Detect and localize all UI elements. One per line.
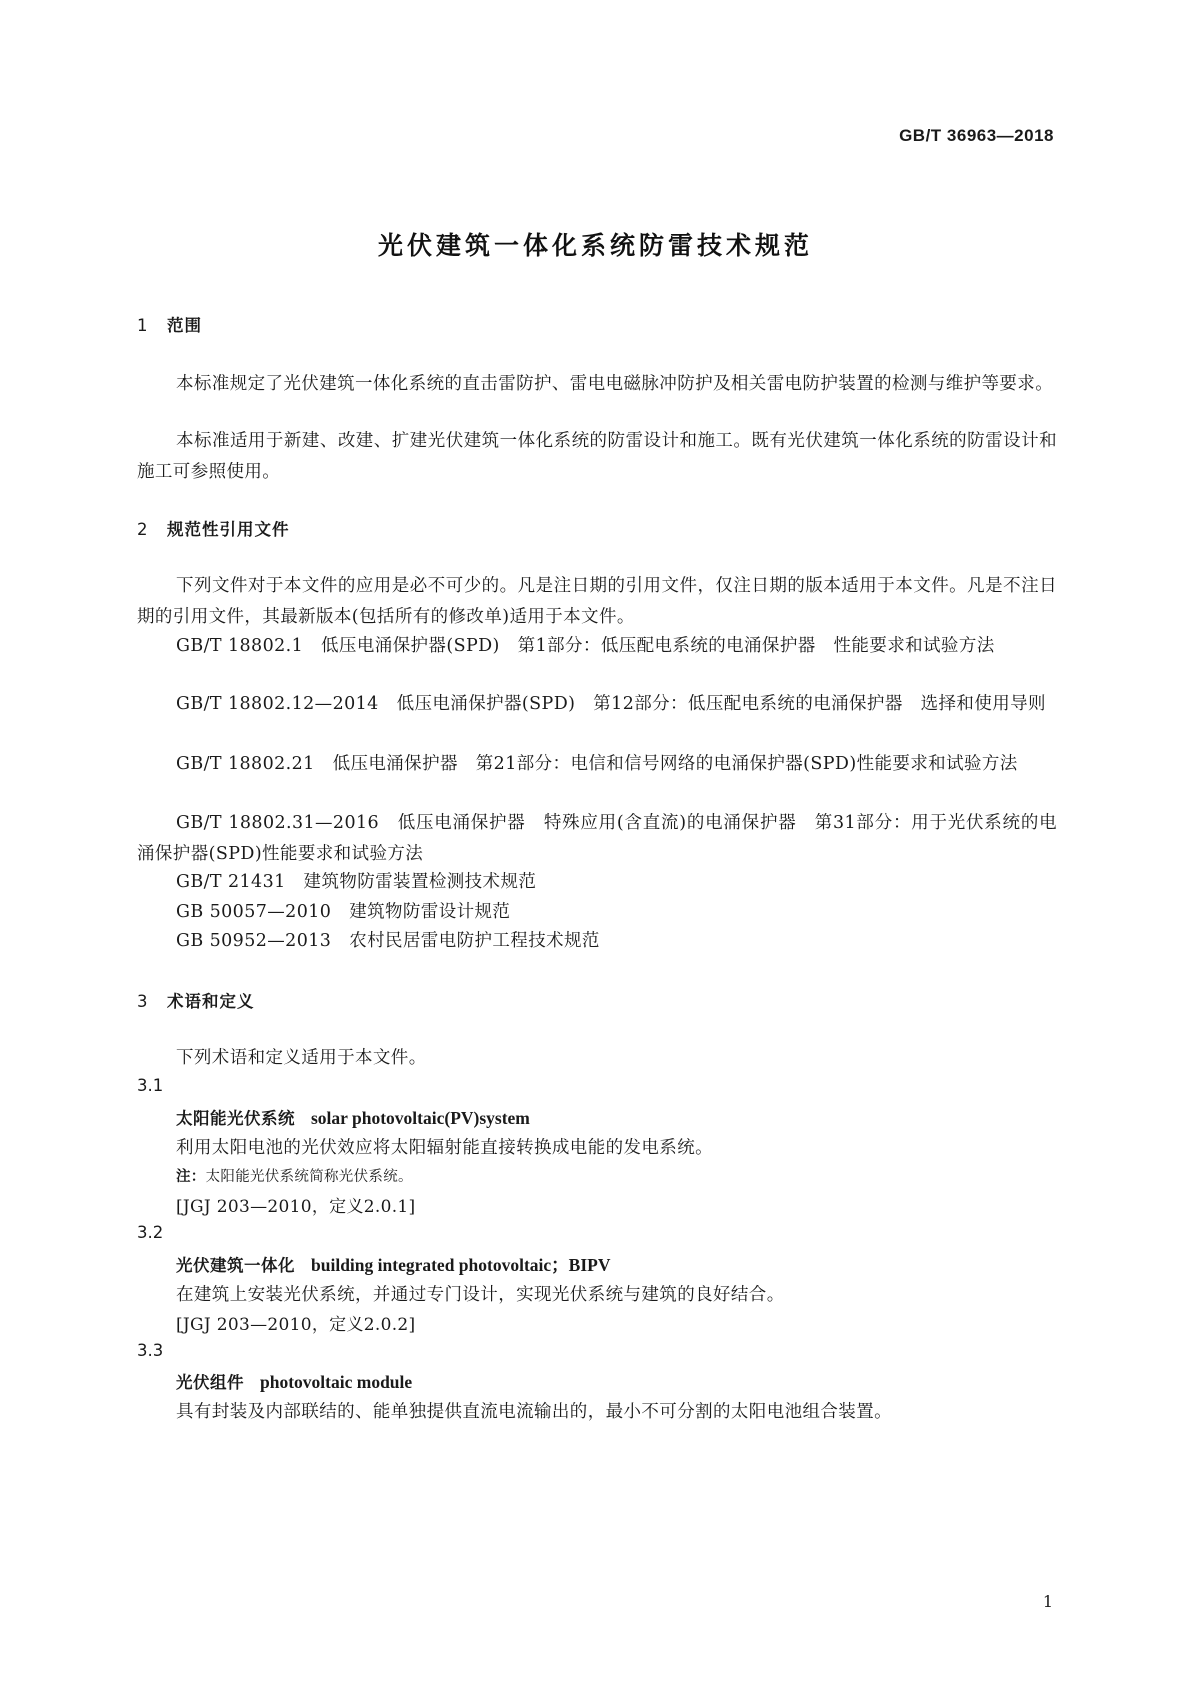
term-source: [JGJ 203—2010，定义2.0.1]: [176, 1197, 416, 1217]
term-cn: 太阳能光伏系统: [176, 1109, 295, 1128]
term-definition: 利用太阳电池的光伏效应将太阳辐射能直接转换成电能的发电系统。: [176, 1138, 713, 1158]
reference-item: GB/T 18802.12—2014 低压电涌保护器(SPD) 第12部分：低压配电系统的电涌保护器 选择和使用导则: [176, 694, 1046, 714]
note-label: 注：: [176, 1169, 206, 1185]
reference-item: GB/T 21431 建筑物防雷装置检测技术规范: [176, 872, 537, 892]
term-source: [JGJ 203—2010，定义2.0.2]: [176, 1315, 416, 1335]
section-3-heading: [137, 988, 255, 1012]
reference-item: GB/T 18802.31—2016 低压电涌保护器 特殊应用(含直流)的电涌保护器 第31部分：用于光伏系统的电涌保护器(SPD)性能要求和试验方法: [137, 813, 1057, 864]
paragraph: 下列术语和定义适用于本文件。: [176, 1048, 427, 1068]
reference-item: GB 50952—2013 农村民居雷电防护工程技术规范: [176, 931, 600, 951]
term-entry: [176, 1252, 610, 1277]
clause-number: 3.3: [137, 1341, 164, 1360]
section-2-heading: [137, 516, 290, 540]
clause-number: 3.2: [137, 1223, 164, 1242]
term-definition: 具有封装及内部联结的、能单独提供直流电流输出的，最小不可分割的太阳电池组合装置。: [176, 1402, 892, 1422]
section-title: 规范性引用文件: [167, 520, 290, 539]
paragraph: 下列文件对于本文件的应用是必不可少的。凡是注日期的引用文件，仅注日期的版本适用于本文件。凡是不注日期的引用文件，其最新版本(包括所有的修改单)适用于本文件。: [137, 576, 1057, 627]
clause-number: 3.1: [137, 1076, 164, 1095]
term-en: solar photovoltaic(PV)system: [311, 1108, 530, 1128]
term-en: building integrated photovoltaic；BIPV: [311, 1255, 611, 1275]
section-1-heading: [137, 312, 202, 336]
term-en: photovoltaic module: [260, 1372, 413, 1392]
note-text: 太阳能光伏系统简称光伏系统。: [205, 1169, 413, 1185]
reference-item: GB 50057—2010 建筑物防雷设计规范: [176, 902, 511, 922]
standard-code: GB/T 36963—2018: [899, 126, 1054, 145]
term-entry: [176, 1105, 530, 1129]
reference-item: GB/T 18802.21 低压电涌保护器 第21部分：电信和信号网络的电涌保护器(SPD)性能要求和试验方法: [176, 754, 1018, 774]
paragraph: 本标准适用于新建、改建、扩建光伏建筑一体化系统的防雷设计和施工。既有光伏建筑一体化系统的防雷设计和施工可参照使用。: [137, 431, 1057, 482]
reference-item: GB/T 18802.1 低压电涌保护器(SPD) 第1部分：低压配电系统的电涌保护器 性能要求和试验方法: [176, 636, 995, 656]
paragraph: 本标准规定了光伏建筑一体化系统的直击雷防护、雷电电磁脉冲防护及相关雷电防护装置的检测与维护等要求。: [176, 374, 1054, 394]
section-number: 3: [137, 992, 149, 1011]
section-number: 2: [137, 520, 149, 539]
page-number: 1: [1042, 1592, 1053, 1611]
term-definition: 在建筑上安装光伏系统，并通过专门设计，实现光伏系统与建筑的良好结合。: [176, 1285, 785, 1305]
section-title: 术语和定义: [167, 992, 255, 1011]
section-number: 1: [137, 316, 149, 335]
document-title: 光伏建筑一体化系统防雷技术规范: [377, 231, 813, 260]
term-entry: [176, 1369, 412, 1393]
term-cn: 光伏建筑一体化: [176, 1256, 295, 1275]
section-title: 范围: [167, 316, 202, 335]
term-note: [176, 1165, 413, 1186]
term-cn: 光伏组件: [176, 1373, 244, 1392]
